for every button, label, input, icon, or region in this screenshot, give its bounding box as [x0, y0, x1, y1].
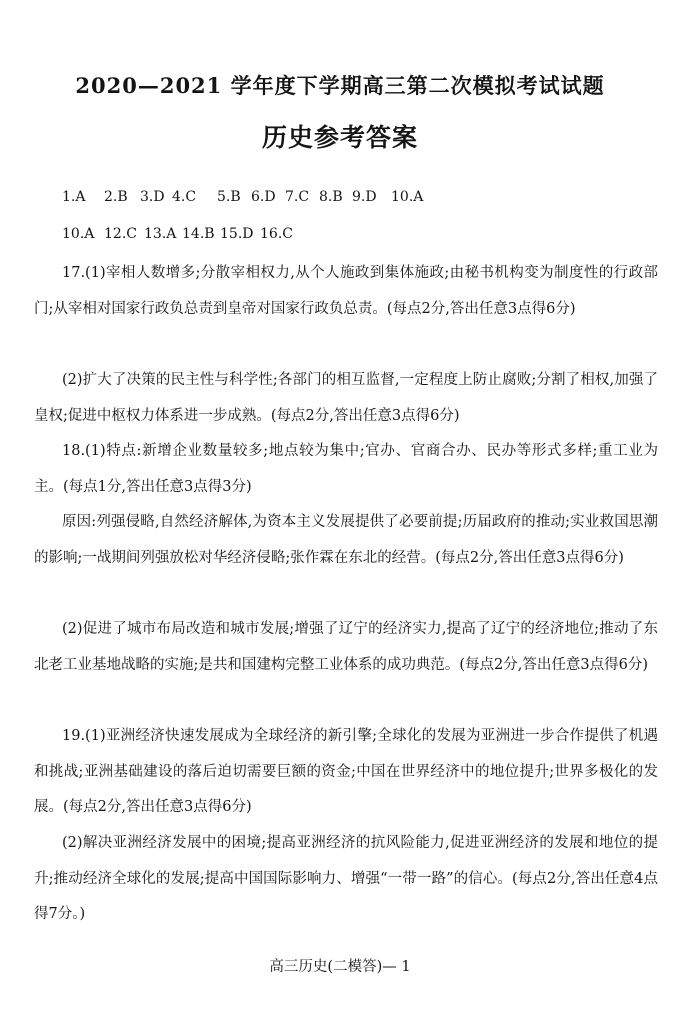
mc-answer: 6.D — [251, 189, 276, 205]
mc-answer: 4.C — [172, 189, 197, 205]
mc-answer: 3.D — [140, 189, 165, 205]
page-footer: 高三历史(二模答)— 1 — [269, 959, 411, 975]
mc-answer: 8.B — [319, 189, 343, 205]
mc-answer: 10.A — [62, 226, 95, 242]
mc-answer: 5.B — [217, 189, 241, 205]
mc-answer: 1.A — [62, 189, 86, 205]
multiple-choice-row-1 — [62, 189, 431, 205]
mc-answer: 14.B — [182, 226, 215, 242]
mc-answer: 15.D — [220, 226, 254, 242]
q18-part1-reasons-answer: 原因:列强侵略,自然经济解体,为资本主义发展提供了必要前提;历届政府的推动;实业救国思潮的影响;一战期间列强放松对华经济侵略;张作霖在东北的经营。(每点2分,答出任意3点得6分) — [34, 514, 658, 566]
q17-part1-answer: 17.(1)宰相人数增多;分散宰相权力,从个人施政到集体施政;由秘书机构变为制度性的行政部门;从宰相对国家行政负总责到皇帝对国家行政负总责。(每点2分,答出任意3点得6分) — [34, 265, 658, 317]
mc-answer: 7.C — [285, 189, 310, 205]
q19-part1-answer: 19.(1)亚洲经济快速发展成为全球经济的新引擎;全球化的发展为亚洲进一步合作提供了机遇和挑战;亚洲基础建设的落后迫切需要巨额的资金;中国在世界经济中的地位提升;世界多极化的发展。(每点2分,答出任意3点得6分) — [34, 728, 658, 815]
mc-answer: 13.A — [144, 226, 177, 242]
q19-part2-answer: (2)解决亚洲经济发展中的困境;提高亚洲经济的抗风险能力,促进亚洲经济的发展和地位的提升;推动经济全球化的发展;提高中国国际影响力、增强“一带一路”的信心。(每点2分,答出任意4点得7分。) — [34, 835, 658, 922]
exam-title: 2020—2021 学年度下学期高三第二次模拟考试试题 — [75, 73, 605, 98]
mc-answer: 2.B — [104, 189, 128, 205]
document-subtitle: 历史参考答案 — [261, 123, 418, 152]
q17-part2-answer: (2)扩大了决策的民主性与科学性;各部门的相互监督,一定程度上防止腐败;分割了相权,加强了皇权;促进中枢权力体系进一步成熟。(每点2分,答出任意3点得6分) — [34, 372, 658, 424]
q18-part1-features-answer: 18.(1)特点:新增企业数量较多;地点较为集中;官办、官商合办、民办等形式多样;重工业为主。(每点1分,答出任意3点得3分) — [34, 443, 658, 495]
q18-part2-answer: (2)促进了城市布局改造和城市发展;增强了辽宁的经济实力,提高了辽宁的经济地位;推动了东北老工业基地战略的实施;是共和国建构完整工业体系的成功典范。(每点2分,答出任意3点得6分) — [34, 621, 658, 673]
mc-answer: 9.D — [352, 189, 377, 205]
mc-answer: 10.A — [391, 189, 424, 205]
multiple-choice-row-2 — [62, 226, 300, 242]
mc-answer: 16.C — [260, 226, 293, 242]
mc-answer: 12.C — [104, 226, 137, 242]
